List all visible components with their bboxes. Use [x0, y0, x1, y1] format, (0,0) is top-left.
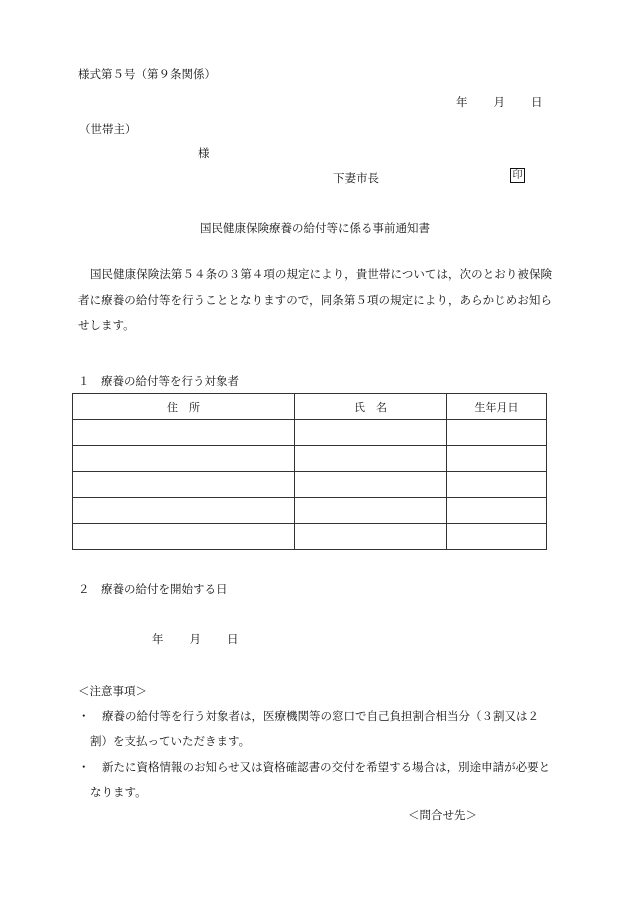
issuer-title: 下妻市長 [333, 171, 379, 185]
birthdate-cell [447, 446, 547, 472]
birthdate-cell [447, 472, 547, 498]
recipient-role: （世帯主） [79, 122, 137, 136]
notice-body: 国民健康保険法第５４条の３第４項の規定により，貴世帯については，次のとおり被保険者に療養の給付等を行うこととなりますので，同条第５項の規定により，あらかじめお知らせします。 [78, 267, 552, 332]
note-item [78, 704, 552, 754]
name-cell [295, 472, 447, 498]
table-row [73, 524, 547, 550]
issue-date-month: 月 [493, 95, 505, 109]
note-text: 新たに資格情報のお知らせ又は資格確認書の交付を希望する場合は，別途申請が必要となります。 [90, 760, 551, 799]
name-cell [295, 420, 447, 446]
contact-label: ＜問合せ先＞ [408, 808, 477, 822]
name-cell [295, 524, 447, 550]
address-cell [73, 446, 295, 472]
address-cell [73, 420, 295, 446]
column-header-name: 氏 名 [295, 394, 447, 420]
birthdate-cell [447, 420, 547, 446]
birthdate-cell [447, 524, 547, 550]
note-text: 療養の給付等を行う対象者は，医療機関等の窓口で自己負担割合相当分（３割又は２割）を支払っていただきます。 [90, 709, 539, 748]
name-cell [295, 446, 447, 472]
address-cell [73, 524, 295, 550]
notes-heading: ＜注意事項＞ [78, 684, 147, 698]
form-number: 様式第５号（第９条関係） [78, 67, 216, 81]
bullet-mark: ・ [78, 709, 90, 723]
recipient-honorific: 様 [198, 146, 210, 160]
table-row [73, 498, 547, 524]
birthdate-cell [447, 498, 547, 524]
table-header-row [73, 394, 547, 420]
name-cell [295, 498, 447, 524]
column-header-address: 住 所 [73, 394, 295, 420]
seal-mark: 印 [510, 168, 525, 183]
note-item [78, 755, 552, 805]
bullet-mark: ・ [78, 760, 90, 774]
section2-heading: ２ 療養の給付を開始する日 [78, 582, 228, 596]
start-date-month: 月 [189, 632, 201, 646]
start-date-day: 日 [227, 632, 239, 646]
document-title: 国民健康保険療養の給付等に係る事前通知書 [200, 221, 430, 235]
issue-date-day: 日 [531, 95, 543, 109]
address-cell [73, 472, 295, 498]
column-header-birthdate: 生年月日 [447, 394, 547, 420]
table-row [73, 472, 547, 498]
address-cell [73, 498, 295, 524]
start-date [152, 631, 239, 647]
issue-date-year: 年 [456, 95, 468, 109]
start-date-year: 年 [152, 632, 164, 646]
targets-table [72, 393, 547, 550]
section1-heading: １ 療養の給付等を行う対象者 [78, 374, 239, 388]
issue-date [456, 94, 543, 110]
table-row [73, 446, 547, 472]
table-row [73, 420, 547, 446]
